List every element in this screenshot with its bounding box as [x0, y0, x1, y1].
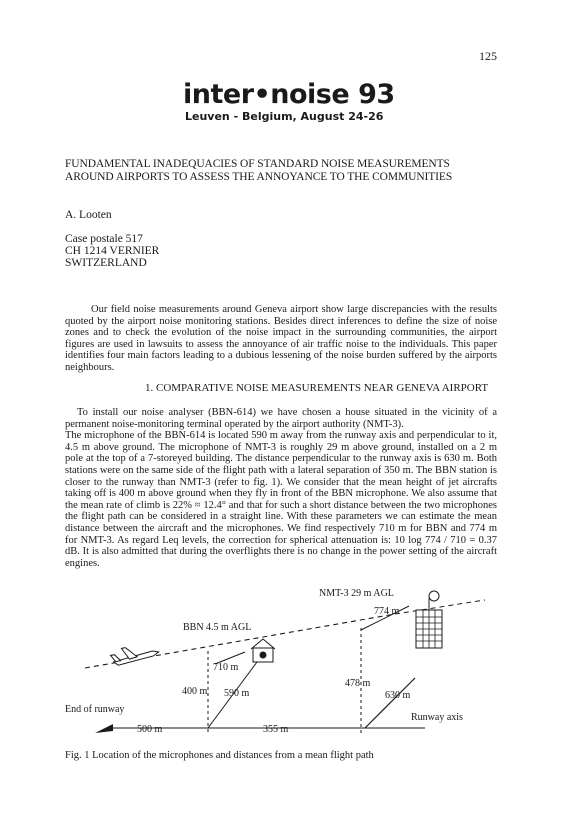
conference-logo: inter•noise 93	[183, 79, 395, 110]
label-710: 710 m	[213, 662, 239, 673]
paper-title	[65, 158, 452, 184]
address	[65, 233, 159, 269]
label-nmt: NMT-3 29 m AGL	[319, 588, 394, 599]
address-line: SWITZERLAND	[65, 257, 147, 269]
label-478: 478 m	[345, 678, 371, 689]
airplane-icon	[110, 642, 160, 666]
label-end-runway: End of runway	[65, 704, 125, 715]
figure-caption: Fig. 1 Location of the microphones and distances from a mean flight path	[65, 750, 374, 761]
body-text	[65, 407, 497, 569]
label-590: 590 m	[224, 688, 250, 699]
label-355: 355 m	[263, 724, 289, 735]
paragraph: To install our noise analyser (BBN-614) we have chosen a house situated in the vicinity of a permanent noise-monitoring terminal operated by the airport authority (NMT-3).	[65, 407, 497, 430]
abstract: Our field noise measurements around Geneva airport show large discrepancies with the results quoted by the airport noise monitoring stations. Besides direct inferences to define the size of noise zones and to check the evolution of the noise impact in the surrounding communities, the airport figures are used in lawsuits to assess the annoyance of air traffic noise to the individuals. This paper identifies four main factors leading to a dubious lessening of the noise burden suffered by the airports neighbours.	[65, 304, 497, 373]
title-line: AROUND AIRPORTS TO ASSESS THE ANNOYANCE TO THE COMMUNITIES	[65, 171, 453, 183]
label-runway-axis: Runway axis	[411, 712, 463, 723]
label-500: 500 m	[137, 724, 163, 735]
figure-1	[65, 588, 497, 748]
label-630: 630 m	[385, 690, 411, 701]
conference-subtitle: Leuven - Belgium, August 24-26	[185, 110, 384, 123]
label-774: 774 m	[374, 606, 400, 617]
label-bbn: BBN 4.5 m AGL	[183, 622, 252, 633]
section-heading: 1. COMPARATIVE NOISE MEASUREMENTS NEAR GENEVA AIRPORT	[145, 382, 489, 394]
label-400: 400 m	[182, 686, 208, 697]
paragraph: The microphone of the BBN-614 is located 590 m away from the runway axis and perpendicular to it, 4.5 m above ground. The microphone of NMT-3 is roughly 29 m above ground, installed on a 2 m pole at the top of a 7-storeyed building. The distance perpendicular to the runway axis is 630 m. Both stations were on the same side of the flight path with a lateral separation of 350 m. The BBN station is closer to the runway than NMT-3 (refer to fig. 1). We consider that the mean height of jet aircrafts taking off is 400 m above ground when they fly in front of the BBN microphone. We also assume that the mean rate of climb is 22% ≈ 12.4° and that for such a short distance between the two microphones the flight path can be considered in a straight line. With these parameters we can estimate the mean distance between the aircraft and the microphones. We find respectively 710 m for BBN and 774 m for NMT-3. As regard Leq levels, the correction for spherical attenuation is: 10 log 774 / 710 = 0.37 dB. It is also admitted that during the overflights there is no change in the power setting of the aircraft engines.	[65, 430, 497, 569]
house-icon	[251, 639, 275, 662]
address-line: CH 1214 VERNIER	[65, 245, 160, 257]
building-icon	[416, 591, 442, 648]
address-line: Case postale 517	[65, 233, 143, 245]
author: A. Looten	[65, 209, 112, 221]
runway-end-marker	[95, 724, 113, 733]
title-line: FUNDAMENTAL INADEQUACIES OF STANDARD NOISE MEASUREMENTS	[65, 158, 450, 170]
page-number: 125	[479, 49, 497, 63]
distance-line-630	[365, 678, 415, 728]
